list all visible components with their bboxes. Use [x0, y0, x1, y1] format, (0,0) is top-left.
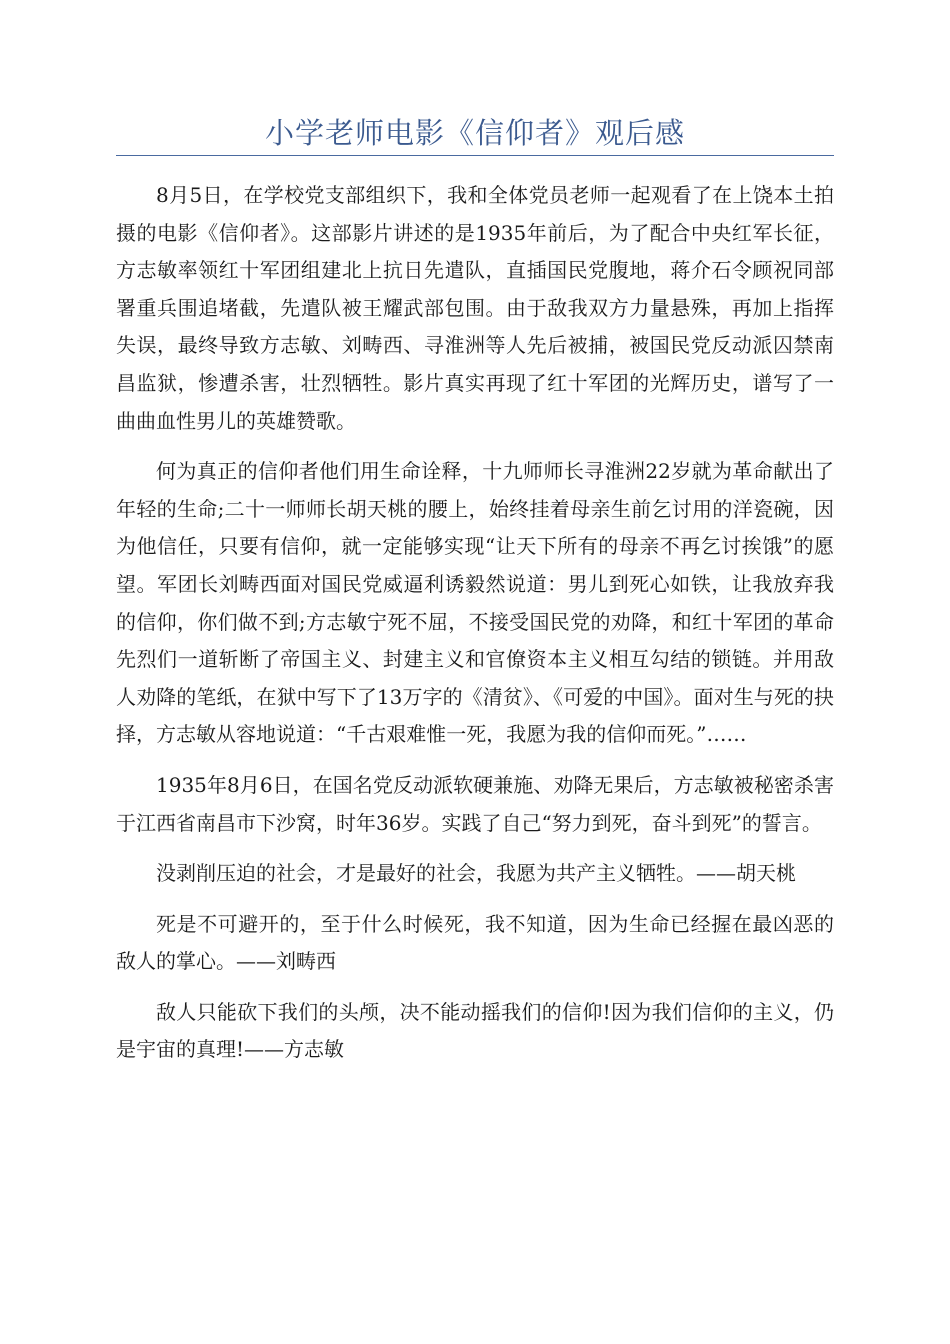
paragraph-intro: 8月5日，在学校党支部组织下，我和全体党员老师一起观看了在上饶本土拍摄的电影《信仰者》。这部影片讲述的是1935年前后，为了配合中央红军长征，方志敏率领红十军团组建北上抗日先遣队，直插国民党腹地，蒋介石令顾祝同部署重兵围追堵截，先遣队被王耀武部包围。由于敌我双方力量悬殊，再加上指挥失误，最终导致方志敏、刘畴西、寻淮洲等人先后被捕，被国民党反动派囚禁南昌监狱，惨遭杀害，壮烈牺牲。影片真实再现了红十军团的光辉历史，谱写了一曲曲血性男儿的英雄赞歌。 — [116, 183, 834, 433]
paragraph-sacrifice: 1935年8月6日，在国名党反动派软硬兼施、劝降无果后，方志敏被秘密杀害于江西省南昌市下沙窝，时年36岁。实践了自己“努力到死，奋斗到死”的誓言。 — [116, 772, 834, 835]
title-underline — [116, 155, 834, 156]
paragraph-believers: 何为真正的信仰者他们用生命诠释，十九师师长寻淮洲22岁就为革命献出了年轻的生命;二十一师师长胡天桃的腰上，始终挂着母亲生前乞讨用的洋瓷碗，因为他信任，只要有信仰，就一定能够实现“让天下所有的母亲不再乞讨挨饿”的愿望。军团长刘畴西面对国民党威逼利诱毅然说道：男儿到死心如铁，让我放弃我的信仰，你们做不到;方志敏宁死不屈，不接受国民党的劝降，和红十军团的革命先烈们一道斩断了帝国主义、封建主义和官僚资本主义相互勾结的锁链。并用敌人劝降的笔纸，在狱中写下了13万字的《清贫》、《可爱的中国》。面对生与死的抉择，方志敏从容地说道：“千古艰难惟一死，我愿为我的信仰而死。”…… — [116, 459, 834, 747]
quote-liu-chouxi: 死是不可避开的，至于什么时候死，我不知道，因为生命已经握在最凶恶的敌人的掌心。——刘畴西 — [116, 911, 834, 974]
quote-hu-tiantao: 没剥削压迫的社会，才是最好的社会，我愿为共产主义牺牲。——胡天桃 — [156, 861, 796, 886]
quote-fang-zhimin: 敌人只能砍下我们的头颅，决不能动摇我们的信仰!因为我们信仰的主义，仍是宇宙的真理!——方志敏 — [116, 999, 834, 1062]
document-page — [116, 0, 834, 1069]
document-title: 小学老师电影《信仰者》观后感 — [264, 116, 685, 150]
